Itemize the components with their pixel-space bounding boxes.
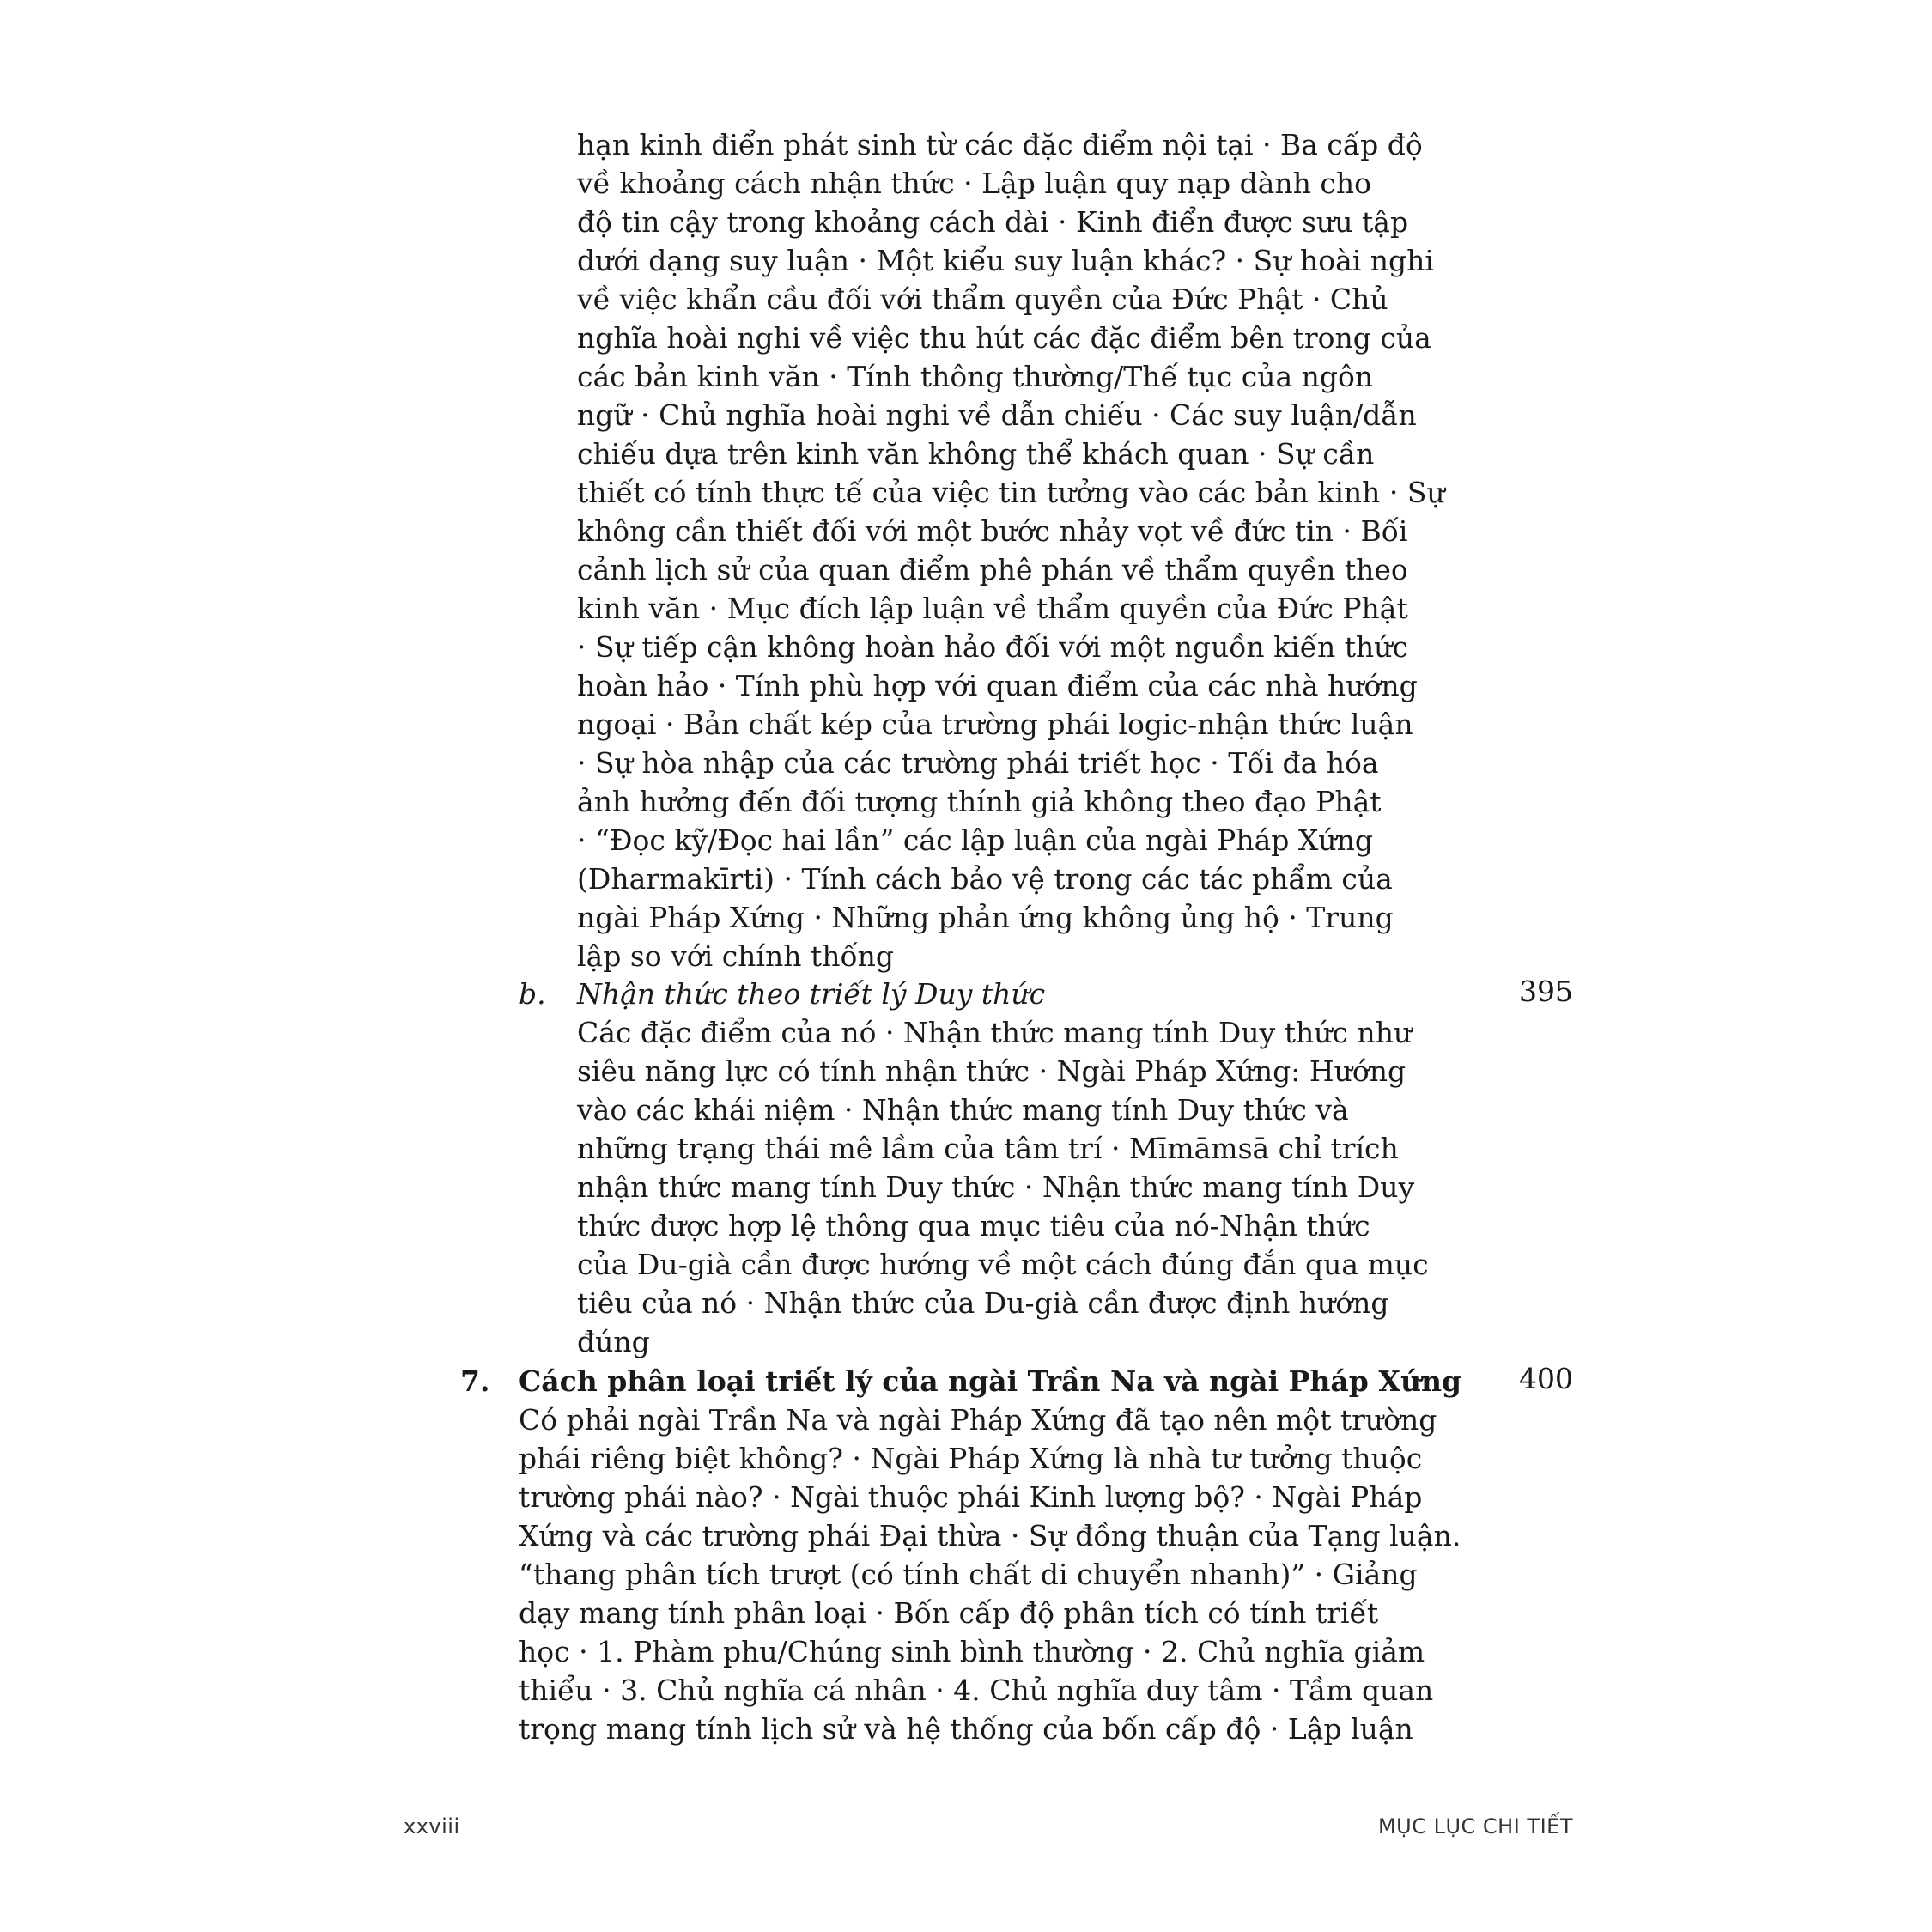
text-line: chiếu dựa trên kinh văn không thể khách quan · Sự cần — [577, 437, 1375, 471]
text-line: đúng — [577, 1325, 650, 1358]
text-line: không cần thiết đối với một bước nhảy vọt về đức tin · Bối — [577, 514, 1408, 548]
text-line: nghĩa hoài nghi về việc thu hút các đặc điểm bên trong của — [577, 321, 1431, 355]
text-line: ngữ · Chủ nghĩa hoài nghi về dẫn chiếu · Các suy luận/dẫn — [577, 398, 1417, 432]
text-line: · Sự hòa nhập của các trường phái triết học · Tối đa hóa — [577, 746, 1379, 780]
text-line: dạy mang tính phân loại · Bốn cấp độ phân tích có tính triết — [519, 1596, 1379, 1630]
section-7-description — [519, 1400, 1461, 1748]
text-line: về việc khẩn cầu đối với thẩm quyền của Đức Phật · Chủ — [577, 283, 1388, 316]
section-b-title: Nhận thức theo triết lý Duy thức — [577, 977, 1046, 1011]
section-b-marker: b. — [519, 977, 546, 1011]
running-head: MỤC LỤC CHI TIẾT — [1377, 1814, 1573, 1838]
text-line: · “Đọc kỹ/Đọc hai lần” các lập luận của ngài Pháp Xứng — [577, 823, 1373, 857]
text-line: ngài Pháp Xứng · Những phản ứng không ủng hộ · Trung — [577, 901, 1394, 934]
page-folio: xxviii — [404, 1814, 460, 1838]
text-line: thức được hợp lệ thông qua mục tiêu của nó-Nhận thức — [577, 1209, 1370, 1242]
section-7-title: Cách phân loại triết lý của ngài Trần Na và ngài Pháp Xứng — [519, 1364, 1462, 1398]
continuation-entry-text — [577, 125, 1445, 975]
text-line: độ tin cậy trong khoảng cách dài · Kinh điển được sưu tập — [577, 205, 1409, 239]
text-line: vào các khái niệm · Nhận thức mang tính Duy thức và — [577, 1093, 1349, 1127]
section-7-page-number: 400 — [1519, 1362, 1573, 1395]
text-line: những trạng thái mê lầm của tâm trí · Mīmāmsā chỉ trích — [577, 1132, 1399, 1165]
text-line: nhận thức mang tính Duy thức · Nhận thức mang tính Duy — [577, 1170, 1415, 1204]
text-line: trọng mang tính lịch sử và hệ thống của bốn cấp độ · Lập luận — [519, 1712, 1413, 1746]
text-line: thiểu · 3. Chủ nghĩa cá nhân · 4. Chủ nghĩa duy tâm · Tầm quan — [519, 1674, 1434, 1707]
text-line: Có phải ngài Trần Na và ngài Pháp Xứng đã tạo nên một trường — [519, 1403, 1437, 1437]
text-line: cảnh lịch sử của quan điểm phê phán về thẩm quyền theo — [577, 553, 1408, 586]
text-line: hạn kinh điển phát sinh từ các đặc điểm nội tại · Ba cấp độ — [577, 128, 1423, 161]
text-line: Xứng và các trường phái Đại thừa · Sự đồng thuận của Tạng luận. — [519, 1519, 1461, 1552]
text-line: siêu năng lực có tính nhận thức · Ngài Pháp Xứng: Hướng — [577, 1054, 1406, 1088]
text-line: phái riêng biệt không? · Ngài Pháp Xứng là nhà tư tưởng thuộc — [519, 1442, 1423, 1475]
text-line: (Dharmakīrti) · Tính cách bảo vệ trong các tác phẩm của — [577, 862, 1393, 896]
text-line: ảnh hưởng đến đối tượng thính giả không theo đạo Phật — [577, 785, 1382, 818]
text-line: ngoại · Bản chất kép của trường phái logic-nhận thức luận — [577, 708, 1413, 741]
text-line: về khoảng cách nhận thức · Lập luận quy nạp dành cho — [577, 167, 1371, 200]
text-line: lập so với chính thống — [577, 939, 895, 973]
section-b-description — [577, 1013, 1429, 1361]
text-line: kinh văn · Mục đích lập luận về thẩm quyền của Đức Phật — [577, 592, 1408, 625]
text-line: “thang phân tích trượt (có tính chất di chuyển nhanh)” · Giảng — [519, 1558, 1418, 1591]
text-line: hoàn hảo · Tính phù hợp với quan điểm của các nhà hướng — [577, 669, 1418, 702]
text-line: Các đặc điểm của nó · Nhận thức mang tính Duy thức như — [577, 1016, 1413, 1049]
text-line: học · 1. Phàm phu/Chúng sinh bình thường · 2. Chủ nghĩa giảm — [519, 1635, 1425, 1668]
text-line: · Sự tiếp cận không hoàn hảo đối với một nguồn kiến thức — [577, 630, 1409, 664]
section-b-page-number: 395 — [1519, 975, 1573, 1008]
text-line: dưới dạng suy luận · Một kiểu suy luận khác? · Sự hoài nghi — [577, 244, 1434, 277]
text-line: thiết có tính thực tế của việc tin tưởng vào các bản kinh · Sự — [577, 476, 1445, 509]
text-line: của Du-già cần được hướng về một cách đúng đắn qua mục — [577, 1248, 1429, 1281]
text-line: các bản kinh văn · Tính thông thường/Thế tục của ngôn — [577, 360, 1374, 393]
section-7-number: 7. — [460, 1364, 490, 1398]
text-line: tiêu của nó · Nhận thức của Du-già cần được định hướng — [577, 1286, 1389, 1320]
text-line: trường phái nào? · Ngài thuộc phái Kinh lượng bộ? · Ngài Pháp — [519, 1480, 1423, 1514]
